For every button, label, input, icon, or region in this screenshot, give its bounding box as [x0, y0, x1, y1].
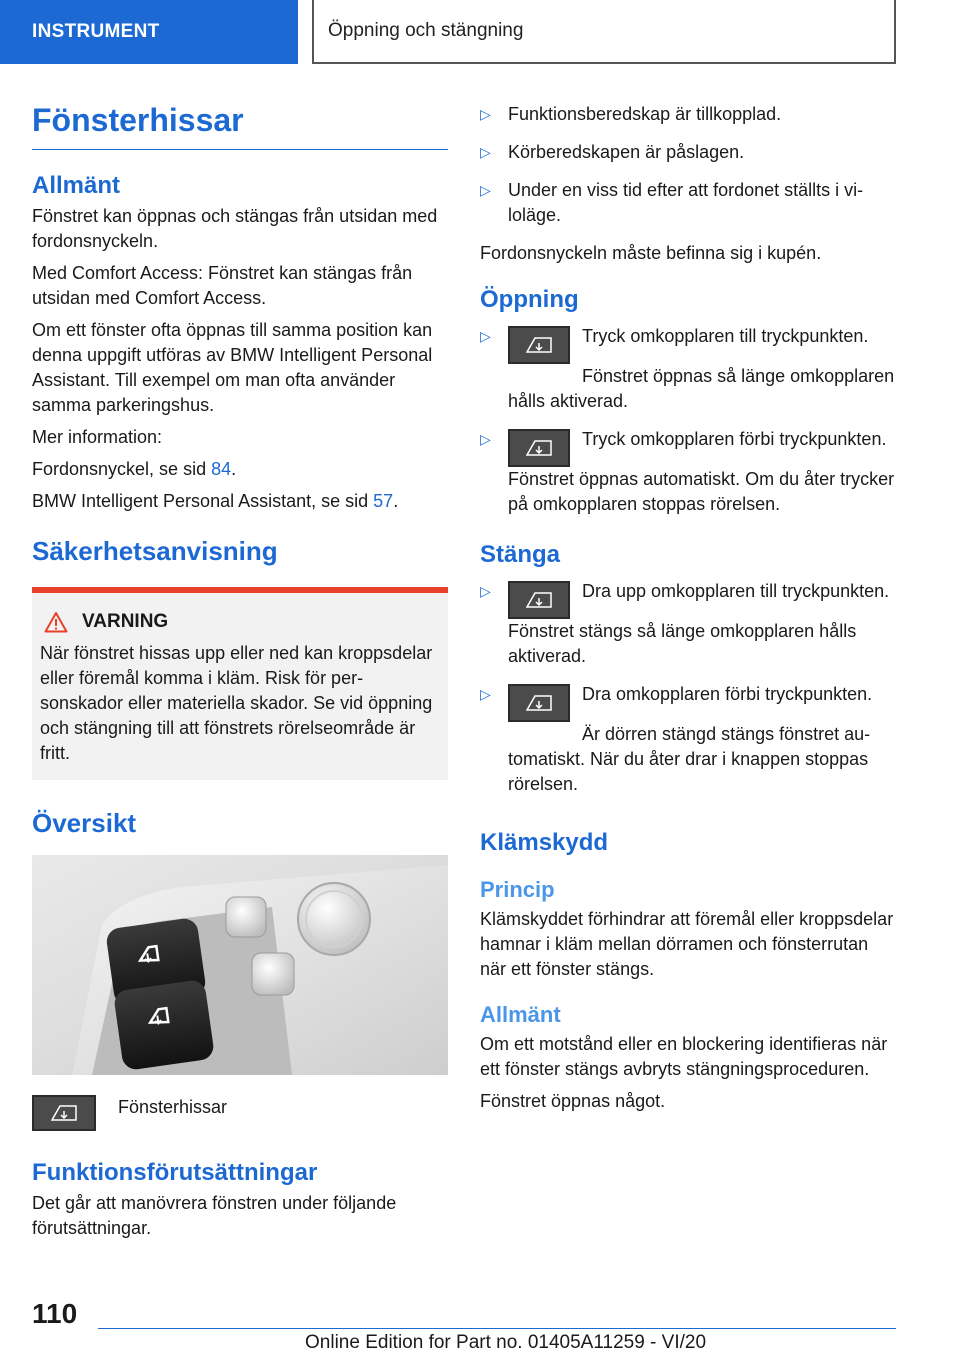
- reference-assistant-period: .: [393, 491, 399, 511]
- bullet-triangle-icon: ▷: [480, 431, 491, 447]
- open-step-2-result: Fönstret öppnas automatiskt. Om du åter trycker på omkopplaren stoppas rörelsen.: [508, 469, 895, 514]
- key-note: Fordonsnyckeln måste befinna sig i kupén.: [480, 243, 822, 263]
- allmant-paragraph-2: Med Comfort Access: Fönstret kan stängas från utsidan med Comfort Access.: [32, 263, 413, 308]
- window-switch-photo: [32, 855, 448, 1075]
- left-column: [32, 98, 448, 1248]
- warning-box: [32, 587, 448, 780]
- warning-title: VARNING: [82, 611, 169, 632]
- bullet-triangle-icon: ▷: [480, 182, 491, 198]
- warning-text: När fönstret hissas upp eller ned kan kroppsdelar eller föremål komma i kläm. Risk för personskador eller materiella skador. Se vid öppning och stängning till att fönstrets rörelseområde är fritt.: [40, 643, 433, 763]
- close-step-2-action: Dra omkopplaren förbi tryckpunkten.: [582, 684, 873, 704]
- window-switch-icon: [508, 684, 570, 722]
- reference-key: [32, 457, 448, 482]
- condition-item: [480, 140, 896, 171]
- reference-key-text: Fordonsnyckel, se sid: [32, 459, 212, 479]
- bullet-triangle-icon: ▷: [480, 144, 491, 160]
- warning-triangle-icon: [44, 611, 68, 633]
- allmant-right-paragraph-2: Fönstret öppnas något.: [480, 1091, 666, 1111]
- overview-heading: Översikt: [32, 808, 137, 838]
- footer-edition: Online Edition for Part no. 01405A11259 - VI/20: [305, 1332, 707, 1353]
- header-chapter-tab: [312, 0, 896, 64]
- allmant-right-heading: Allmänt: [480, 1002, 561, 1027]
- window-switch-icon: [508, 581, 570, 619]
- pinch-heading: Klämskydd: [480, 829, 609, 856]
- open-step-2: [480, 427, 896, 523]
- condition-item: [480, 102, 896, 133]
- safety-heading: Säkerhetsanvisning: [32, 536, 278, 566]
- func-text: Det går att manövrera fönstren under följande förutsättningar.: [32, 1193, 397, 1238]
- close-step-2-result: Är dörren stängd stängs fönstret automatiskt. När du åter drar i knappen stoppas rörelsen.: [508, 724, 871, 794]
- header-chapter-label: Öppning och stängning: [328, 20, 524, 41]
- right-column: [480, 102, 896, 1121]
- warning-title-row: [40, 611, 440, 633]
- open-step-1-result: Fönstret öppnas så länge omkopplaren hålls aktiverad.: [508, 366, 895, 411]
- close-step-2: [480, 682, 896, 803]
- bullet-triangle-icon: ▷: [480, 583, 491, 599]
- princip-text: Klämskyddet förhindrar att föremål eller kroppsdelar hamnar i kläm mellan dörramen och fönsterrutan när ett fönster stängs.: [480, 909, 894, 979]
- reference-assistant: [32, 489, 448, 514]
- condition-text: Under en viss tid efter att fordonet ställts i viloläge.: [508, 180, 864, 225]
- page-title: Fönsterhissar: [32, 102, 448, 150]
- condition-text: Funktionsberedskap är tillkopplad.: [508, 104, 782, 124]
- close-step-1-action: Dra upp omkopplaren till tryckpunkten.: [582, 581, 890, 601]
- reference-assistant-text: BMW Intelligent Personal Assistant, se sid: [32, 491, 374, 511]
- figure-caption: Fönsterhissar: [118, 1097, 228, 1117]
- open-step-2-action: Tryck omkopplaren förbi tryckpunkten.: [582, 429, 887, 449]
- condition-text: Körberedskapen är påslagen.: [508, 142, 745, 162]
- reference-key-period: .: [231, 459, 237, 479]
- close-step-1: [480, 579, 896, 675]
- allmant-right-paragraph-1: Om ett motstånd eller en blockering identifieras när ett fönster stängs avbryts stängningsproceduren.: [480, 1034, 888, 1079]
- open-step-1-action: Tryck omkopplaren till tryckpunkten.: [582, 326, 869, 346]
- header-section-tab: [0, 0, 298, 64]
- close-step-1-result: Fönstret stängs så länge omkopplaren hålls aktiverad.: [508, 621, 857, 666]
- allmant-paragraph-3: Om ett fönster ofta öppnas till samma position kan denna uppgift utföras av BMW Intelligent Personal Assistant. Till exempel om man ofta använder samma parkeringshus.: [32, 320, 433, 415]
- reference-assistant-page-link[interactable]: 57: [373, 491, 394, 511]
- open-step-1: [480, 324, 896, 420]
- bullet-triangle-icon: ▷: [480, 328, 491, 344]
- bullet-triangle-icon: ▷: [480, 106, 491, 122]
- condition-item: [480, 178, 896, 234]
- allmant-paragraph-1: Fönstret kan öppnas och stängas från utsidan med fordonsnyckeln.: [32, 206, 438, 251]
- window-switch-icon: [508, 326, 570, 364]
- allmant-heading: Allmänt: [32, 172, 121, 199]
- close-heading: Stänga: [480, 541, 561, 568]
- func-heading: Funktionsförutsättningar: [32, 1159, 318, 1186]
- princip-heading: Princip: [480, 877, 555, 902]
- header-section-label: INSTRUMENT: [32, 21, 160, 42]
- window-switch-icon: [32, 1095, 96, 1131]
- reference-key-page-link[interactable]: 84: [211, 459, 232, 479]
- open-heading: Öppning: [480, 286, 579, 313]
- bullet-triangle-icon: ▷: [480, 686, 491, 702]
- figure-caption-row: [32, 1095, 448, 1131]
- window-switch-icon: [508, 429, 570, 467]
- footer-divider: [98, 1328, 896, 1329]
- page-number: 110: [32, 1298, 78, 1329]
- more-info-label: Mer information:: [32, 427, 163, 447]
